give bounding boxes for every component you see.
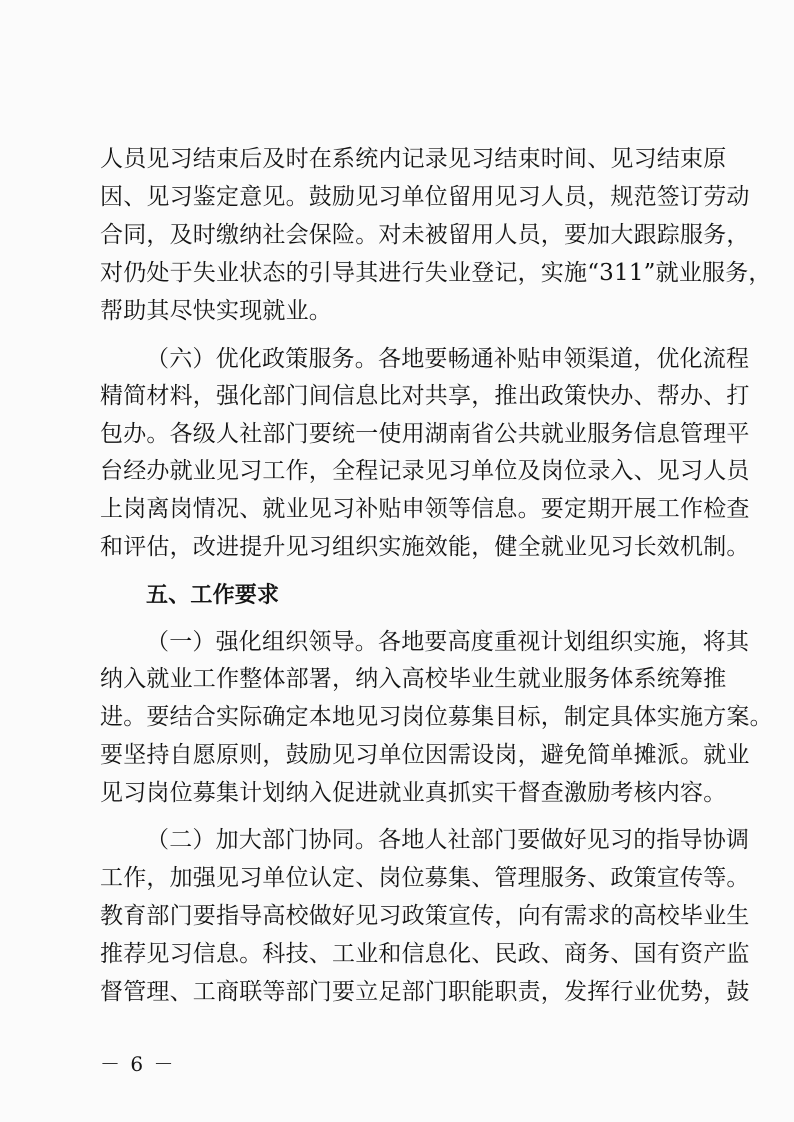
paragraph-first-line: （二）加大部门协同。各地人社部门要做好见习的指导协调 [146, 827, 750, 853]
text-line: 上岗离岗情况、就业见习补贴申领等信息。要定期开展工作检查 [100, 496, 750, 522]
text-line: 见习岗位募集计划纳入促进就业真抓实干督查激励考核内容。 [100, 780, 727, 806]
text-line: 对仍处于失业状态的引导其进行失业登记，实施“311”就业服务， [100, 260, 772, 286]
text-line: 包办。各级人社部门要统一使用湖南省公共就业服务信息管理平 [100, 421, 750, 447]
paragraph-first-line: （一）强化组织领导。各地要高度重视计划组织实施，将其 [146, 629, 750, 655]
text-line: 人员见习结束后及时在系统内记录见习结束时间、见习结束原 [100, 146, 727, 172]
text-line: 进。要结合实际确定本地见习岗位募集目标，制定具体实施方案。 [100, 704, 773, 730]
text-line: 纳入就业工作整体部署，纳入高校毕业生就业服务体系统筹推 [100, 666, 727, 692]
text-line: 精简材料，强化部门间信息比对共享，推出政策快办、帮办、打 [100, 383, 750, 409]
text-line: 教育部门要指导高校做好见习政策宣传，向有需求的高校毕业生 [100, 903, 750, 929]
text-line: 督管理、工商联等部门要立足部门职能职责，发挥行业优势，鼓 [100, 979, 750, 1005]
section-heading: 五、工作要求 [146, 583, 280, 608]
text-line: 台经办就业见习工作，全程记录见习单位及岗位录入、见习人员 [100, 458, 750, 484]
text-line: 因、见习鉴定意见。鼓励见习单位留用见习人员，规范签订劳动 [100, 184, 750, 210]
text-line: 和评估，改进提升见习组织实施效能，健全就业见习长效机制。 [100, 534, 750, 560]
text-line: 帮助其尽快实现就业。 [100, 298, 332, 324]
text-line: 要坚持自愿原则，鼓励见习单位因需设岗，避免简单摊派。就业 [100, 742, 750, 768]
text-line: 工作，加强见习单位认定、岗位募集、管理服务、政策宣传等。 [100, 865, 750, 891]
text-line: 推荐见习信息。科技、工业和信息化、民政、商务、国有资产监 [100, 941, 750, 967]
text-line: 合同，及时缴纳社会保险。对未被留用人员，要加大跟踪服务， [100, 222, 750, 248]
paragraph-first-line: （六）优化政策服务。各地要畅通补贴申领渠道，优化流程 [146, 346, 750, 372]
page-number: － 6 － [100, 1052, 176, 1076]
